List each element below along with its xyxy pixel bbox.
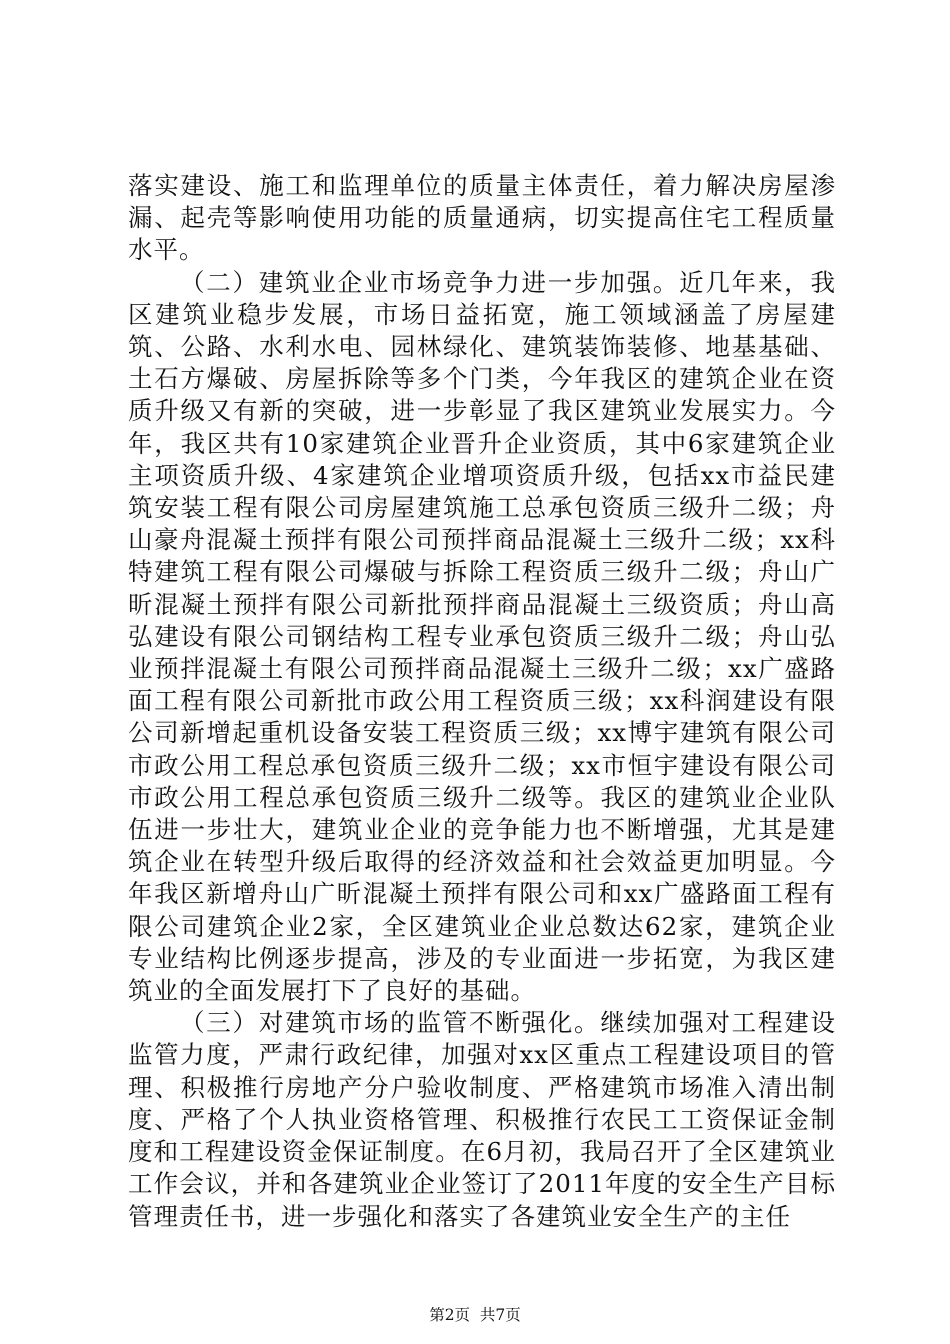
paragraph-1: 落实建设、施工和监理单位的质量主体责任，着力解决房屋渗漏、起壳等影响使用功能的质量通病，切实提高住宅工程质量水平。 [128,171,836,265]
paragraph-3: （三）对建筑市场的监管不断强化。继续加强对工程建设监管力度，严肃行政纪律，加强对xx区重点工程建设项目的管理、积极推行房地产分户验收制度、严格建筑市场准入清出制度、严格了个人执业资格管理、积极推行农民工工资保证金制度和工程建设资金保证制度。在6月初，我局召开了全区建筑业工作会议，并和各建筑业企业签订了2011年度的安全生产目标管理责任书，进一步强化和落实了各建筑业安全生产的主任 [128,1008,836,1231]
page-total: 共7页 [479,1306,521,1324]
page-number: 第2页 [429,1306,471,1324]
page-footer [0,1303,950,1325]
document-body [128,170,836,1233]
paragraph-2: （二）建筑业企业市场竞争力进一步加强。近几年来，我区建筑业稳步发展，市场日益拓宽，施工领域涵盖了房屋建筑、公路、水利水电、园林绿化、建筑装饰装修、地基基础、土石方爆破、房屋拆除等多个门类，今年我区的建筑企业在资质升级又有新的突破，进一步彰显了我区建筑业发展实力。今年，我区共有10家建筑企业晋升企业资质，其中6家建筑企业主项资质升级、4家建筑企业增项资质升级，包括xx市益民建筑安装工程有限公司房屋建筑施工总承包资质三级升二级；舟山豪舟混凝土预拌有限公司预拌商品混凝土三级升二级；xx科特建筑工程有限公司爆破与拆除工程资质三级升二级；舟山广昕混凝土预拌有限公司新批预拌商品混凝土三级资质；舟山高弘建设有限公司钢结构工程专业承包资质三级升二级；舟山弘业预拌混凝土有限公司预拌商品混凝土三级升二级；xx广盛路面工程有限公司新批市政公用工程资质三级；xx科润建设有限公司新增起重机设备安装工程资质三级；xx博宇建筑有限公司市政公用工程总承包资质三级升二级；xx市恒宇建设有限公司市政公用工程总承包资质三级升二级等。我区的建筑业企业队伍进一步壮大，建筑业企业的竞争能力也不断增强，尤其是建筑企业在转型升级后取得的经济效益和社会效益更加明显。今年我区新增舟山广昕混凝土预拌有限公司和xx广盛路面工程有限公司建筑企业2家，全区建筑业企业总数达62家，建筑企业专业结构比例逐步提高，涉及的专业面进一步拓宽，为我区建筑业的全面发展打下了良好的基础。 [128,267,836,1006]
